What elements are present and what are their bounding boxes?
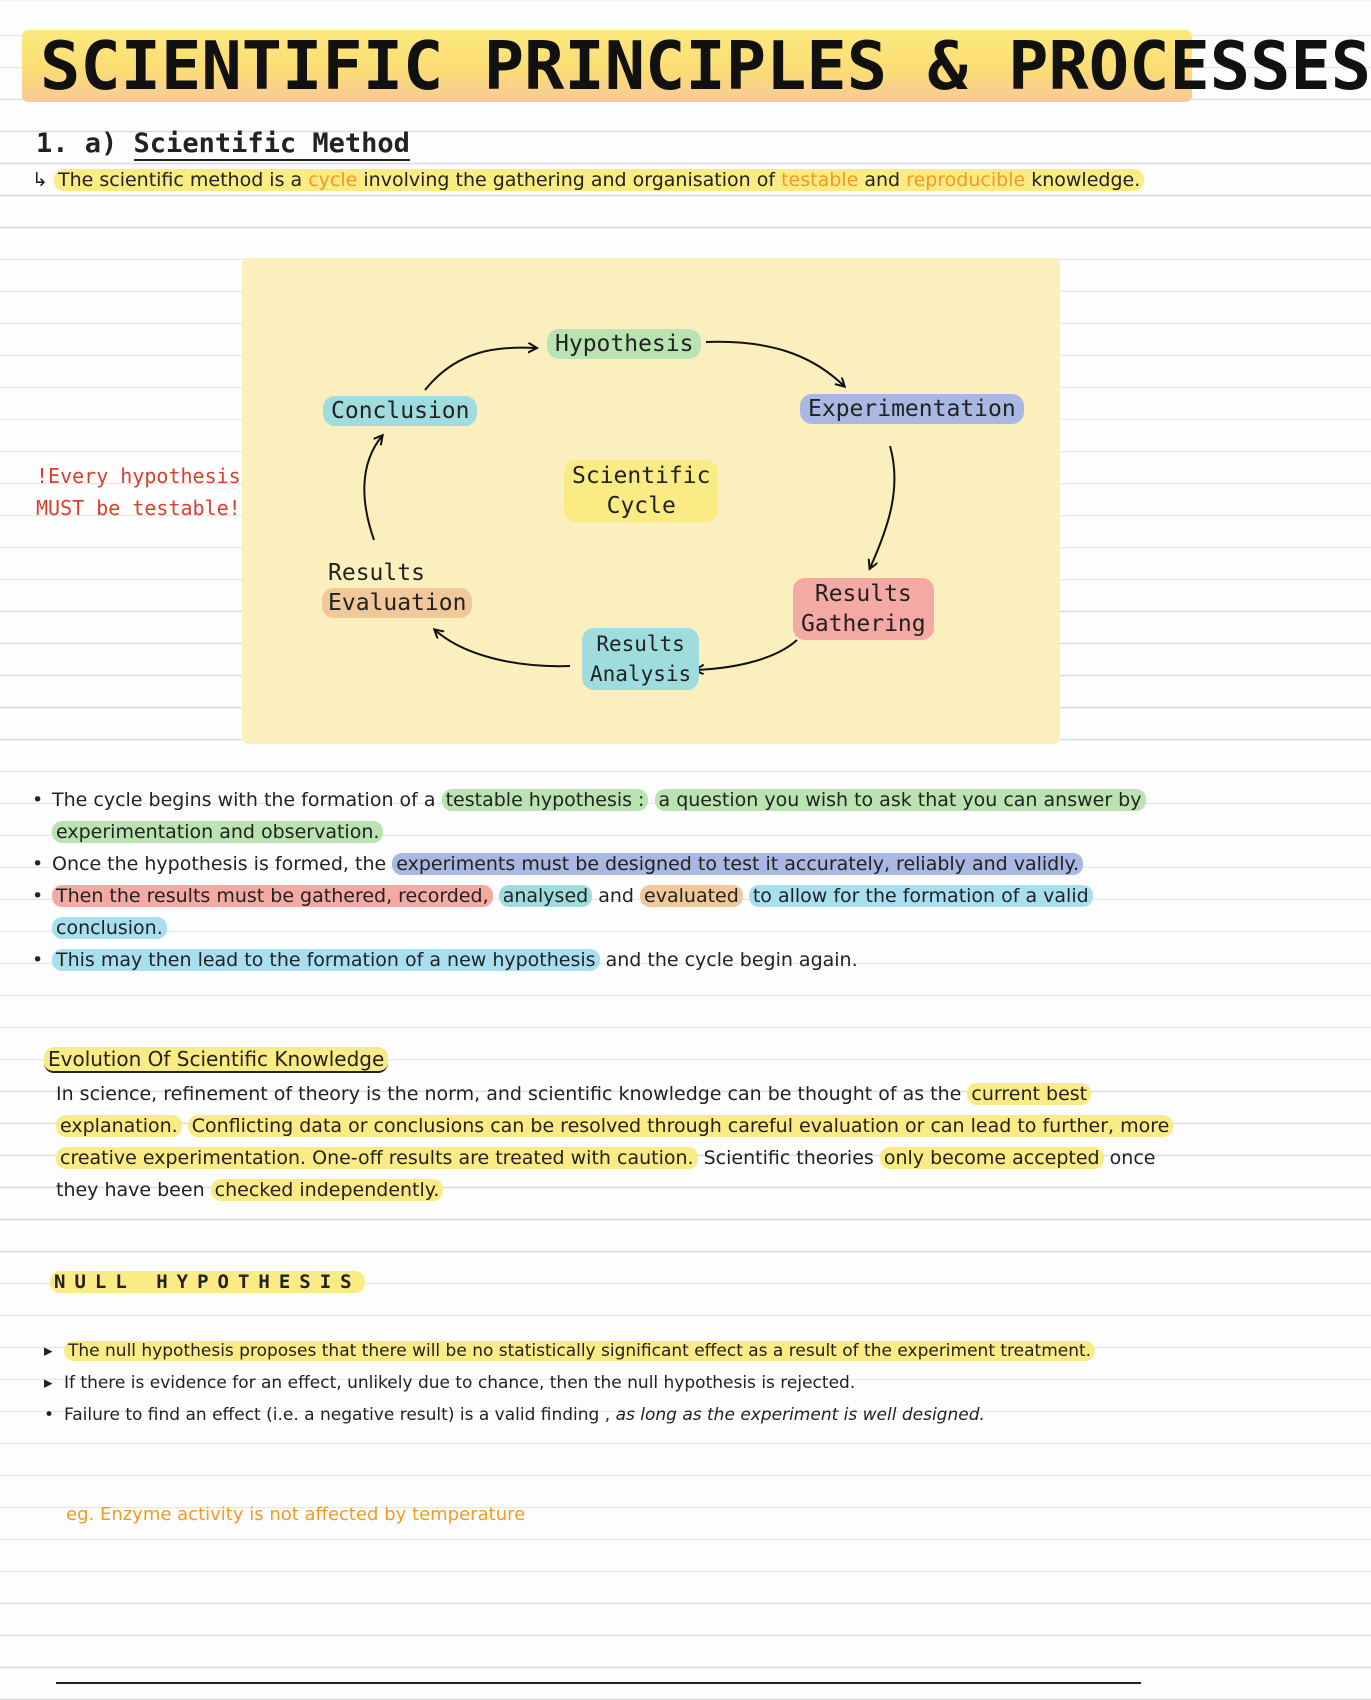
page-title: SCIENTIFIC PRINCIPLES & PROCESSES	[40, 27, 1371, 105]
bullet-2-highlight: experiments must be designed to test it accurately, reliably and validly.	[392, 853, 1083, 875]
bullet-3-highlight-c: evaluated	[640, 885, 743, 907]
null-bullet-3-italic: as long as the experiment is well designed.	[615, 1405, 985, 1425]
node-experimentation: Experimentation	[800, 394, 1024, 424]
bullet-1-highlight-a: testable hypothesis :	[442, 789, 649, 811]
node-results-analysis	[582, 628, 699, 690]
node-gathering-line1: Results	[814, 581, 912, 607]
node-evaluation-line1: Results	[328, 560, 425, 586]
node-gathering-line2: Gathering	[801, 611, 926, 637]
side-note-line1: !Every hypothesis	[36, 464, 241, 488]
bullet-3-highlight-d: to allow for the formation of a valid conclusion.	[52, 885, 1093, 939]
intro-word-reproducible: reproducible	[906, 169, 1026, 191]
bullet-1-text: The cycle begins with the formation of a	[52, 789, 436, 811]
bullet-4	[28, 944, 1188, 976]
intro-word-cycle: cycle	[308, 169, 358, 191]
null-hypothesis-heading	[50, 1267, 365, 1297]
footer-rule	[56, 1682, 1141, 1684]
intro-paragraph	[32, 164, 1192, 196]
node-center-line2: Cycle	[606, 493, 676, 519]
evolution-highlight-2: Conflicting data or conclusions can be resolved through careful evaluation or can lead to further, more creative experimentation. One-off results are treated with caution.	[56, 1115, 1173, 1169]
node-analysis-line1: Results	[596, 632, 685, 656]
intro-word-and: and	[864, 169, 901, 191]
arrow-conclusion-to-hypothesis	[425, 348, 536, 390]
intro-arrow: ↳	[32, 169, 48, 191]
side-note-line2: MUST be testable!	[36, 496, 241, 520]
cycle-bullets	[28, 784, 1188, 976]
evolution-text-1: In science, refinement of theory is the norm, and scientific knowledge can be thought of as the	[56, 1083, 962, 1105]
null-heading-text: NULL HYPOTHESIS	[50, 1271, 365, 1293]
null-bullet-3-text: Failure to find an effect (i.e. a negative result) is a valid finding ,	[64, 1405, 611, 1425]
null-bullet-3	[40, 1399, 1190, 1431]
evolution-highlight-4: checked independently.	[211, 1179, 444, 1201]
node-hypothesis: Hypothesis	[547, 329, 701, 359]
intro-text	[54, 169, 1144, 191]
section-title: Scientific Method	[133, 128, 410, 159]
null-bullet-1-text: The null hypothesis proposes that there will be no statistically significant effect as a result of the experiment treatment.	[64, 1341, 1095, 1361]
bullet-3-highlight-a: Then the results must be gathered, recorded,	[52, 885, 493, 907]
arrow-analysis-to-evaluation	[435, 630, 570, 666]
node-results-evaluation	[322, 558, 472, 618]
bullet-2-text: Once the hypothesis is formed, the	[52, 853, 387, 875]
bullet-3	[28, 880, 1188, 944]
null-example: eg. Enzyme activity is not affected by temperature	[66, 1504, 526, 1525]
intro-word-testable: testable	[781, 169, 859, 191]
evolution-text-2: Scientific theories	[703, 1147, 874, 1169]
evolution-highlight-3: only become accepted	[880, 1147, 1104, 1169]
bullet-2	[28, 848, 1188, 880]
bullet-1-highlight-b: a question you wish to ask that you can answer by experimentation and observation.	[52, 789, 1146, 843]
bullet-3-highlight-b: analysed	[499, 885, 593, 907]
bullet-3-text: and	[598, 885, 634, 907]
evolution-text-3: once they have been	[56, 1147, 1156, 1201]
bullet-1	[28, 784, 1188, 848]
evolution-paragraph	[56, 1078, 1181, 1206]
bullet-4-text: and the cycle begin again.	[605, 949, 858, 971]
evolution-heading	[44, 1044, 388, 1074]
node-evaluation-line2: Evaluation	[322, 588, 472, 618]
intro-text-1: The scientific method is a	[57, 169, 303, 191]
arrow-gathering-to-analysis	[696, 640, 797, 670]
node-results-gathering	[793, 578, 934, 640]
arrow-hypothesis-to-experimentation	[706, 342, 844, 386]
null-bullet-2-text: If there is evidence for an effect, unlikely due to chance, then the null hypothesis is rejected.	[64, 1373, 856, 1393]
node-center-line1: Scientific	[572, 463, 711, 489]
side-note	[36, 460, 246, 524]
arrow-experimentation-to-gathering	[870, 446, 894, 568]
section-heading	[36, 128, 410, 160]
intro-word-knowledge: knowledge.	[1031, 169, 1141, 191]
evolution-highlight-1: current best explanation.	[56, 1083, 1091, 1137]
intro-text-2: involving the gathering and organisation of	[363, 169, 776, 191]
arrow-evaluation-to-conclusion	[364, 436, 382, 540]
node-conclusion: Conclusion	[323, 396, 477, 426]
null-bullet-1	[40, 1335, 1190, 1367]
evolution-heading-text: Evolution Of Scientific Knowledge	[44, 1047, 388, 1073]
node-analysis-line2: Analysis	[590, 662, 692, 686]
bullet-4-highlight: This may then lead to the formation of a new hypothesis	[52, 949, 600, 971]
section-number: 1. a)	[36, 128, 118, 159]
null-bullet-2	[40, 1367, 1190, 1399]
node-scientific-cycle	[564, 460, 718, 522]
null-bullets	[40, 1335, 1190, 1431]
